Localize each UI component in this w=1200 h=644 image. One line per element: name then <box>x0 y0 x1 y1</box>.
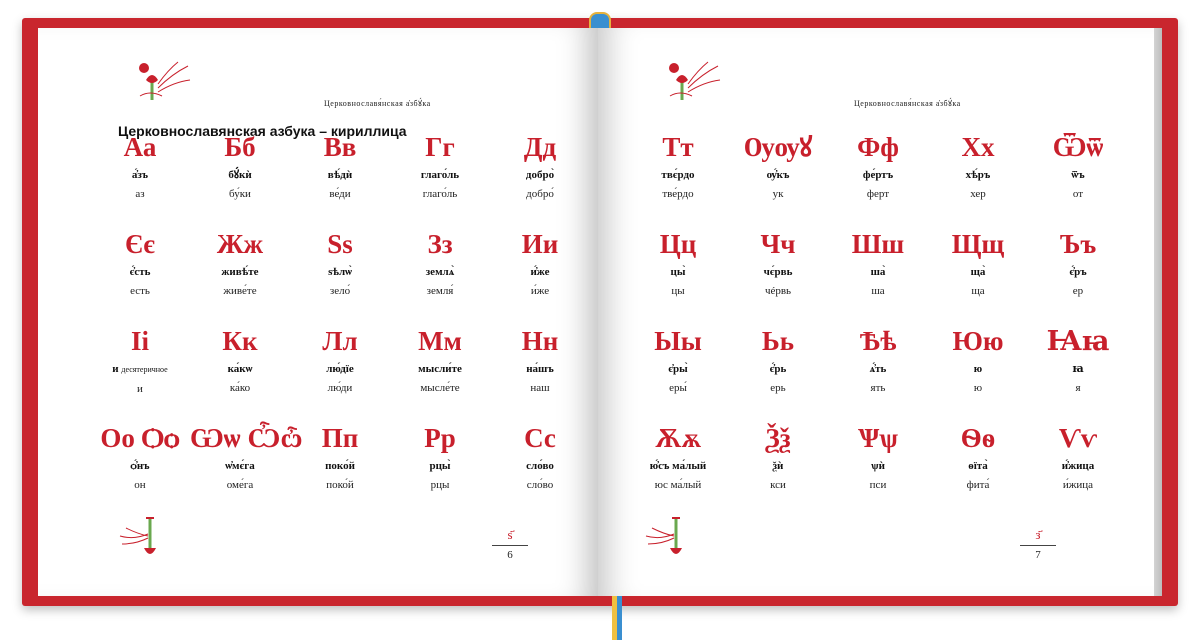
running-head: Церковнославя́нская а̓збꙋ́ка <box>324 99 431 108</box>
bookmark-ribbon-bottom <box>612 596 622 640</box>
alphabet-grid-left <box>90 132 590 520</box>
letter-slavonic-name: є҆́рь <box>769 363 787 375</box>
letter-modern-name: есть <box>130 285 150 297</box>
letter-slavonic-name: ꙗ <box>1072 363 1084 375</box>
letter-cell <box>928 326 1028 423</box>
page-number-slavonic: з҃ <box>1035 527 1041 542</box>
letter-modern-name: кси <box>770 479 786 491</box>
letter-slavonic-name: и҆́же <box>530 266 550 278</box>
page-number-right <box>1018 528 1058 561</box>
letter-cell <box>290 132 390 229</box>
letter-cell <box>490 423 590 520</box>
letter-cell <box>490 229 590 326</box>
stem-ornament-icon <box>642 514 698 564</box>
letter-cell <box>1028 326 1128 423</box>
letter-modern-name: и <box>137 383 143 395</box>
letter-slavonic-name: ша̀ <box>870 266 886 278</box>
letter-glyph: Рр <box>424 423 456 453</box>
letter-modern-name: ю <box>973 382 983 394</box>
letter-glyph: Ѕѕ <box>327 229 353 259</box>
letter-slavonic-name: ка́кѡ <box>227 363 253 375</box>
letter-slavonic-name: добро̀ <box>525 169 555 181</box>
letter-slavonic-name: глаго́ль <box>420 169 460 181</box>
letter-slavonic-name: живѣ́те <box>221 266 259 278</box>
letter-glyph: Оо Ѻѻ <box>100 423 180 453</box>
letter-slavonic-name: сло́во <box>526 460 554 472</box>
letter-slavonic-name: ща̀ <box>970 266 986 278</box>
page-number-left <box>490 528 530 561</box>
letter-slavonic-name: поко́й <box>325 460 355 472</box>
letter-cell <box>828 132 928 229</box>
letter-glyph: Ѿѿ <box>1052 132 1104 162</box>
letter-modern-name: аз <box>135 188 145 200</box>
letter-modern-name: юс ма́лый <box>654 479 702 491</box>
letter-cell <box>90 423 190 520</box>
letter-glyph: Хх <box>961 132 995 162</box>
letter-modern-name: ер <box>1072 285 1084 297</box>
letter-cell <box>490 132 590 229</box>
letter-glyph: Гг <box>425 132 455 162</box>
letter-cell <box>628 423 728 520</box>
letter-slavonic-name: бꙋ́кѝ <box>228 169 252 181</box>
letter-slavonic-name: и҆́жица <box>1061 460 1095 472</box>
letter-cell <box>90 132 190 229</box>
letter-glyph: Ѯѯ <box>765 423 791 453</box>
letter-modern-name: лю́ди <box>327 382 353 394</box>
letter-slavonic-name: є҆́ръ <box>1069 266 1087 278</box>
letter-cell <box>390 326 490 423</box>
letter-slavonic-name: ю҆́съ ма́лый <box>649 460 707 472</box>
letter-glyph: Фф <box>857 132 899 162</box>
letter-glyph: Чч <box>760 229 796 259</box>
letter-glyph: Ъъ <box>1059 229 1097 259</box>
letter-modern-name: я <box>1075 382 1081 394</box>
letter-glyph: Ѵѵ <box>1058 423 1098 453</box>
letter-cell <box>628 229 728 326</box>
left-page <box>38 28 598 596</box>
right-page <box>598 28 1154 596</box>
letter-glyph: Щщ <box>951 229 1005 259</box>
letter-glyph: Ѡѡ Ѽѽ <box>190 423 303 453</box>
page-number: 6 <box>507 549 513 561</box>
letter-cell <box>190 423 303 520</box>
letter-glyph: Ѳѳ <box>960 423 996 453</box>
letter-cell <box>728 229 828 326</box>
letter-slavonic-name: ѯѝ <box>772 460 784 472</box>
letter-cell <box>490 326 590 423</box>
letter-cell <box>390 132 490 229</box>
letter-slavonic-name: ѡ҆мє́га <box>225 460 255 472</box>
letter-glyph: Мм <box>418 326 462 356</box>
letter-slavonic-name: ѧ҆́ть <box>869 363 887 375</box>
letter-modern-name: добро́ <box>526 188 554 200</box>
letter-slavonic-name-main: и <box>112 363 119 375</box>
letter-glyph: Іі <box>130 326 149 356</box>
letter-modern-name: фита́ <box>966 479 990 491</box>
letter-slavonic-name: ѕѣлѡ̀ <box>328 266 352 278</box>
letter-modern-name: глаго́ль <box>422 188 458 200</box>
letter-slavonic-name: цы̀ <box>670 266 686 278</box>
letter-modern-name: хер <box>970 188 986 200</box>
letter-slavonic-name: мысли́те <box>418 363 462 375</box>
letter-modern-name: чéрвь <box>764 285 792 297</box>
flower-ornament-icon <box>134 58 194 102</box>
letter-cell <box>728 423 828 520</box>
letter-cell <box>190 132 290 229</box>
letter-modern-name: зело́ <box>329 285 351 297</box>
letter-glyph: Ѱѱ <box>858 423 898 453</box>
letter-cell <box>928 132 1028 229</box>
letter-modern-name: ша <box>871 285 885 297</box>
letter-glyph: Нн <box>521 326 559 356</box>
letter-slavonic-name: хѣ́ръ <box>965 169 991 181</box>
page-title: Церковнославянская азбука – кириллица <box>118 123 407 139</box>
letter-cell <box>1028 132 1128 229</box>
letter-slavonic-name: рцы̀ <box>429 460 451 472</box>
letter-cell <box>290 423 390 520</box>
letter-cell <box>728 132 828 229</box>
letter-modern-name: ферт <box>866 188 890 200</box>
letter-modern-name: сло́во <box>526 479 554 491</box>
letter-glyph: Зз <box>427 229 453 259</box>
letter-cell <box>390 423 490 520</box>
letter-cell <box>190 326 290 423</box>
letter-slavonic-name: ѿъ <box>1071 169 1085 181</box>
alphabet-grid-right <box>628 132 1128 520</box>
letter-modern-name: поко́й <box>326 479 354 491</box>
running-head: Церковнославя́нская а̓збꙋ́ка <box>854 99 961 108</box>
letter-cell <box>190 229 290 326</box>
letter-cell <box>290 229 390 326</box>
letter-cell <box>828 229 928 326</box>
letter-slavonic-name: лю́дїе <box>326 363 354 375</box>
letter-slavonic-name: землѧ̀ <box>425 266 455 278</box>
letter-slavonic-name: фе́ртъ <box>862 169 894 181</box>
letter-cell <box>928 229 1028 326</box>
letter-glyph: Ьь <box>761 326 795 356</box>
letter-glyph: Ии <box>521 229 559 259</box>
letter-slavonic-name: ѳїта̀ <box>968 460 988 472</box>
letter-modern-name: наш <box>530 382 550 394</box>
letter-modern-name: земля́ <box>426 285 454 297</box>
letter-modern-name: и́же <box>530 285 550 297</box>
letter-slavonic-name <box>90 362 190 377</box>
letter-slavonic-name: ю <box>973 363 983 375</box>
letter-cell <box>1028 229 1128 326</box>
letter-modern-name: оме́га <box>226 479 254 491</box>
letter-glyph: Бб <box>224 132 256 162</box>
letter-glyph: Юю <box>952 326 1004 356</box>
letter-cell <box>90 326 190 423</box>
letter-modern-name: он <box>134 479 146 491</box>
letter-cell <box>828 423 928 520</box>
letter-slavonic-name: є҆́сть <box>129 266 151 278</box>
letter-glyph: Ыы <box>654 326 702 356</box>
letter-glyph: Єє <box>125 229 155 259</box>
letter-cell <box>290 326 390 423</box>
page-number-rule <box>1020 545 1056 546</box>
letter-modern-name: и́жица <box>1062 479 1094 491</box>
letter-slavonic-name: на́шъ <box>526 363 554 375</box>
letter-modern-name: цы <box>671 285 685 297</box>
letter-glyph: Дд <box>523 132 557 162</box>
letter-glyph: Сс <box>524 423 556 453</box>
letter-modern-name: ять <box>870 382 886 394</box>
letter-slavonic-name: вѣ́дѝ <box>327 169 353 181</box>
letter-modern-name: живе́те <box>223 285 257 297</box>
page-number: 7 <box>1035 549 1041 561</box>
letter-slavonic-name: а҆́зъ <box>131 169 149 181</box>
letter-modern-name: ве́ди <box>329 188 351 200</box>
letter-cell <box>390 229 490 326</box>
letter-glyph: Шш <box>851 229 905 259</box>
letter-modern-name: мысле́те <box>420 382 460 394</box>
letter-cell <box>928 423 1028 520</box>
letter-slavonic-name: твє́рдо <box>661 169 695 181</box>
page-number-rule <box>492 545 528 546</box>
letter-modern-name: ерь <box>770 382 786 394</box>
letter-slavonic-name: ѻ҆́нъ <box>130 460 150 472</box>
letter-glyph: Жж <box>216 229 264 259</box>
letter-glyph: Аа <box>123 132 157 162</box>
letter-glyph: Пп <box>321 423 359 453</box>
letter-glyph: Лл <box>322 326 358 356</box>
letter-modern-name: ща <box>971 285 985 297</box>
letter-slavonic-name: ѹ҆́къ <box>766 169 790 181</box>
letter-glyph: Ѫѫ <box>654 423 702 453</box>
letter-slavonic-name: ѱѝ <box>871 460 885 472</box>
letter-glyph: Вв <box>323 132 357 162</box>
letter-slavonic-note: десятеричное <box>121 365 168 374</box>
letter-cell <box>628 326 728 423</box>
letter-cell <box>1028 423 1128 520</box>
flower-ornament-icon <box>664 58 724 102</box>
letter-glyph: Ꙗꙗ <box>1046 326 1110 356</box>
letter-modern-name: от <box>1072 188 1084 200</box>
letter-modern-name: тве́рдо <box>662 188 694 200</box>
letter-cell <box>628 132 728 229</box>
letter-modern-name: рцы <box>430 479 450 491</box>
letter-modern-name: ук <box>772 188 784 200</box>
letter-modern-name: пси <box>869 479 887 491</box>
page-number-slavonic: ѕ҃ <box>507 527 513 542</box>
letter-glyph: Ѣѣ <box>859 326 897 356</box>
letter-glyph: Кк <box>222 326 258 356</box>
letter-slavonic-name: чє́рвь <box>763 266 793 278</box>
letter-glyph: Ѹѹꙋ <box>743 132 813 162</box>
letter-modern-name: бу́ки <box>229 188 251 200</box>
letter-glyph: Цц <box>659 229 697 259</box>
letter-cell <box>90 229 190 326</box>
letter-modern-name: ка́ко <box>229 382 251 394</box>
letter-modern-name: еры́ <box>669 382 687 394</box>
stem-ornament-icon <box>116 514 172 564</box>
letter-slavonic-name: є҆ры̀ <box>668 363 688 375</box>
letter-cell <box>728 326 828 423</box>
letter-glyph: Тт <box>662 132 694 162</box>
letter-cell <box>828 326 928 423</box>
